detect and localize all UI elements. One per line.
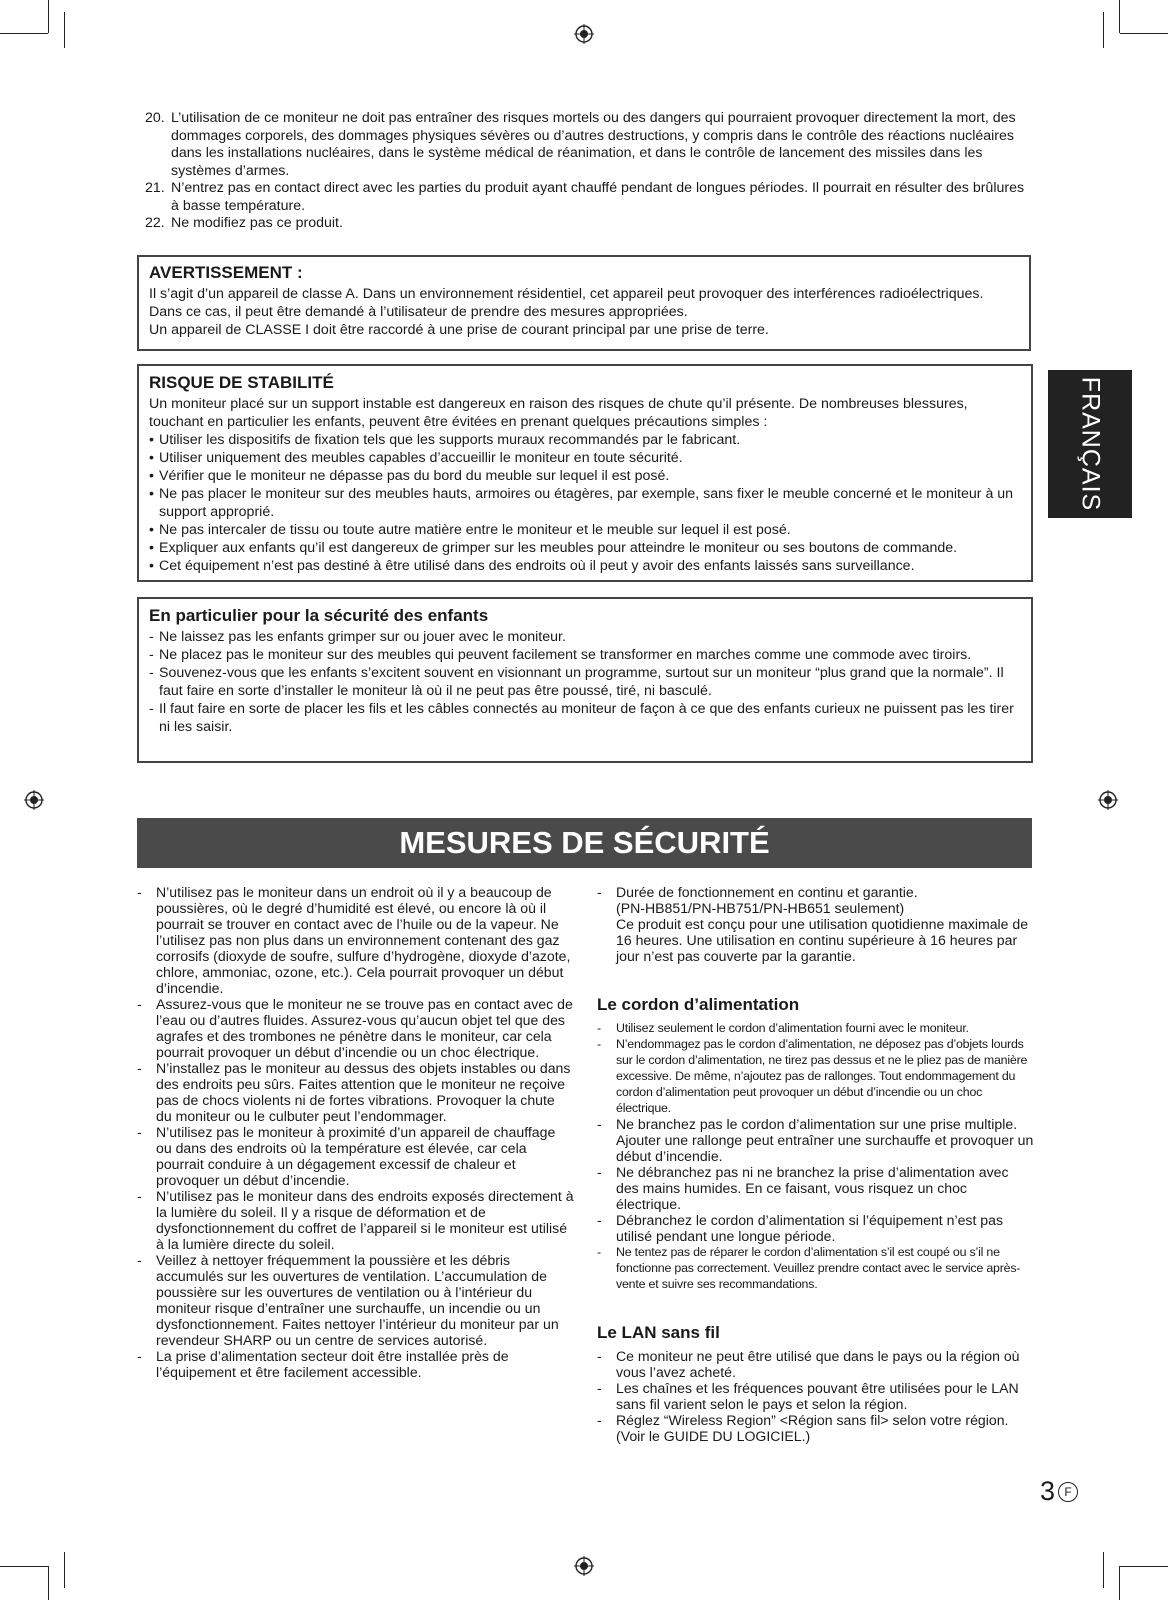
list-item — [149, 467, 1021, 485]
list-item — [597, 1164, 1034, 1212]
duration-body: Ce produit est conçu pour une utilisation quotidienne maximale de 16 heures. Une utilisation en continu supérieure à 16 heures par jour n’est pas couverte par la garantie. — [616, 916, 1029, 964]
list-item-text: Ce moniteur ne peut être utilisé que dans le pays ou la région où vous l’avez acheté. — [616, 1348, 1020, 1380]
list-item — [149, 485, 1021, 521]
list-item-text: Veillez à nettoyer fréquemment la poussière et les débris accumulés sur les ouvertures de ventilation. L’accumulation de poussière sur les ouvertures de ventilation ou à l’intérieur du moniteur risque d’entraîner une surchauffe, un incendie ou un dysfonctionnement. Faites nettoyer l’intérieur du moniteur par un revendeur SHARP ou un centre de services autorisé. — [156, 1252, 559, 1348]
language-side-tab-label: FRANÇAIS — [1076, 376, 1105, 512]
list-item — [137, 1348, 574, 1380]
bullet-marker: • — [149, 558, 154, 574]
registration-mark-icon — [574, 1556, 594, 1576]
crop-mark — [0, 1566, 48, 1567]
list-item — [597, 1244, 1034, 1292]
bullet-marker: • — [149, 522, 154, 538]
list-item — [597, 1212, 1034, 1244]
list-item-text: N’utilisez pas le moniteur dans un endroit où il y a beaucoup de poussières, où le degré d’humidité est élevé, ou encore là où il pourrait se trouver en contact avec de l’huile ou de la vapeur. Ne l’utilisez pas non plus dans un environnement contenant des gaz corrosifs (dioxyde de soufre, sulfure d’hydrogène, dioxyde d’azote, chlore, ammoniac, ozone, etc.). Cela pourrait provoquer un début d’incendie. — [156, 884, 571, 996]
crop-mark — [64, 12, 65, 48]
dash-marker: - — [149, 701, 154, 717]
list-item — [137, 996, 574, 1060]
crop-mark — [48, 0, 49, 33]
crop-mark — [48, 1566, 49, 1600]
list-item — [149, 431, 1021, 449]
list-item-text: Ne pas placer le moniteur sur des meubles hauts, armoires ou étagères, par exemple, sans fixer le meuble concerné et le moniteur à un support approprié. — [159, 486, 1014, 520]
list-item-text: Ne placez pas le moniteur sur des meubles qui peuvent facilement se transformer en marches comme une commode avec tiroirs. — [159, 647, 972, 663]
warning-text: Il s’agit d’un appareil de classe A. Dans un environnement résidentiel, cet appareil peut provoquer des interférences radioélectriques. Dans ce cas, il peut être demandé à l’utilisateur de prendre des mesures appropriées. — [149, 286, 984, 320]
list-item-text: N’endommagez pas le cordon d’alimentation, ne déposez pas d’objets lourds sur le cordon d’alimentation, ne tirez pas dessus et ne le pliez pas de manière excessive. De même, n’ajoutez pas de rallonges. Tout endommagement du cordon d’alimentation peut provoquer un début d’incendie ou un choc électrique. — [616, 1037, 1028, 1115]
page-number — [1040, 1476, 1078, 1507]
language-side-tab — [1048, 370, 1132, 518]
warning-box — [137, 255, 1031, 351]
duration-text — [616, 884, 1034, 964]
duration-item — [597, 884, 1034, 964]
list-item-text: Souvenez-vous que les enfants s’excitent souvent en visionnant un programme, surtout sur un moniteur “plus grand que la normale”. Il faut faire en sorte d’installer le moniteur là où il ne peut pas être poussé, tiré, ni basculé. — [159, 665, 1004, 699]
dash-marker: - — [597, 1348, 602, 1364]
list-item — [145, 180, 1035, 215]
registration-mark-icon — [574, 24, 594, 44]
list-item-text: Les chaînes et les fréquences pouvant être utilisées pour le LAN sans fil varient selon le pays et selon la région. — [616, 1380, 1019, 1412]
bullet-marker: • — [149, 486, 154, 502]
list-item-text: Ne laissez pas les enfants grimper sur ou jouer avec le moniteur. — [159, 629, 566, 645]
page-number-value: 3 — [1040, 1476, 1056, 1506]
item-text: N’entrez pas en contact direct avec les parties du produit ayant chauffé pendant de longues périodes. Il pourrait en résulter des brûlures à basse température. — [171, 180, 1025, 214]
list-item-text: Cet équipement n’est pas destiné à être utilisé dans des endroits où il peut y avoir des enfants laissés sans surveillance. — [159, 558, 915, 574]
list-item-text: Ne débranchez pas ni ne branchez la prise d’alimentation avec des mains humides. En ce faisant, vous risquez un choc électrique. — [616, 1164, 1009, 1212]
warning-text: Un appareil de CLASSE I doit être raccordé à une prise de courant principal par une prise de terre. — [149, 322, 769, 338]
item-text: L’utilisation de ce moniteur ne doit pas entraîner des risques mortels ou des dangers qui pourraient provoquer directement la mort, des dommages corporels, des dommages physiques sévères ou d’autres destructions, y compris dans le contrôle des réactions nucléaires dans les installations nucléaires, dans le système médical de réanimation, et dans le contrôle de lancement des missiles dans les systèmes d’armes. — [171, 110, 1016, 179]
crop-mark — [1103, 12, 1104, 48]
dash-marker: - — [597, 1164, 602, 1180]
crop-mark — [1119, 1566, 1120, 1600]
item-number: 22. — [145, 215, 165, 231]
list-item-text: Utiliser uniquement des meubles capables d’accueillir le moniteur en toute sécurité. — [159, 450, 683, 466]
list-item-text: N’utilisez pas le moniteur à proximité d’un appareil de chauffage ou dans des endroits où la température est élevée, car cela pourrait conduire à un dégagement excessif de chaleur et provoquer un début d’incendie. — [156, 1124, 556, 1188]
list-item-text: Débranchez le cordon d’alimentation si l’équipement n’est pas utilisé pendant une longue période. — [616, 1212, 1004, 1244]
list-item-text: Ne branchez pas le cordon d’alimentation sur une prise multiple. Ajouter une rallonge peut entraîner une surchauffe et provoquer un début d’incendie. — [616, 1116, 1034, 1164]
left-column — [137, 884, 574, 1380]
list-item-text: Utilisez seulement le cordon d’alimentation fourni avec le moniteur. — [616, 1021, 969, 1035]
dash-marker: - — [149, 629, 154, 645]
power-cord-title: Le cordon d’alimentation — [597, 995, 800, 1014]
duration-models: (PN-HB851/PN-HB751/PN-HB651 seulement) — [616, 900, 905, 916]
dash-marker: - — [137, 1252, 142, 1268]
list-item-text: Vérifier que le moniteur ne dépasse pas du bord du meuble sur lequel il est posé. — [159, 468, 670, 484]
list-item — [137, 1060, 574, 1124]
list-item — [137, 1188, 574, 1252]
list-item-text: Assurez-vous que le moniteur ne se trouve pas en contact avec de l’eau ou d’autres fluides. Assurez-vous qu’aucun objet tel que des agrafes et des trombones ne pénètre dans le moniteur, car cela pourrait provoquer un début d’incendie ou un choc électrique. — [156, 996, 573, 1060]
stability-box — [137, 364, 1033, 582]
dash-marker: - — [137, 996, 142, 1012]
dash-marker: - — [137, 1188, 142, 1204]
list-item — [597, 1348, 1034, 1380]
dash-marker: - — [137, 884, 142, 900]
bullet-marker: • — [149, 468, 154, 484]
list-item — [597, 1116, 1034, 1164]
list-item — [149, 539, 1021, 557]
dash-marker: - — [137, 1124, 142, 1140]
list-item — [149, 700, 1021, 736]
list-item-text: N’utilisez pas le moniteur dans des endroits exposés directement à la lumière du soleil. Il y a risque de déformation et de dysfonctionnement du coffret de l’appareil si le moniteur est utilisé à la lumière directe du soleil. — [156, 1188, 574, 1252]
dash-marker: - — [597, 1412, 602, 1428]
crop-mark — [1120, 1566, 1168, 1567]
children-safety-title: En particulier pour la sécurité des enfants — [149, 606, 489, 625]
right-column — [597, 884, 1034, 1444]
stability-title: RISQUE DE STABILITÉ — [149, 373, 334, 392]
list-item — [149, 521, 1021, 539]
list-item — [137, 884, 574, 996]
list-item — [149, 646, 1021, 664]
crop-mark — [1120, 33, 1168, 34]
bullet-marker: • — [149, 540, 154, 556]
list-item — [137, 1252, 574, 1348]
list-item-text: Réglez “Wireless Region” <Région sans fil> selon votre région. (Voir le GUIDE DU LOGICIEL.) — [616, 1412, 1009, 1444]
list-item — [145, 110, 1035, 180]
list-item — [597, 1036, 1034, 1116]
stability-intro: Un moniteur placé sur un support instable est dangereux en raison des risques de chute qu’il présente. De nombreuses blessures, touchant en particulier les enfants, peuvent être évitées en prenant quelques précautions simples : — [149, 396, 968, 430]
list-item-text: Expliquer aux enfants qu’il est dangereux de grimper sur les meubles pour atteindre le moniteur ou ses boutons de commande. — [159, 540, 958, 556]
bullet-marker: • — [149, 450, 154, 466]
section-title-banner: MESURES DE SÉCURITÉ — [137, 818, 1032, 868]
item-number: 21. — [145, 180, 165, 196]
children-safety-box — [137, 597, 1033, 763]
bullet-marker: • — [149, 432, 154, 448]
duration-heading: Durée de fonctionnement en continu et garantie. — [616, 884, 918, 900]
dash-marker: - — [597, 1245, 601, 1259]
crop-mark — [64, 1552, 65, 1588]
list-item-text: N’installez pas le moniteur au dessus des objets instables ou dans des endroits peu sûrs. Faites attention que le moniteur ne reçoive pas de chocs violents ni de fortes vibrations. Provoquer la chute du moniteur ou le culbuter peut l’endommager. — [156, 1060, 571, 1124]
dash-marker: - — [597, 1021, 601, 1035]
wireless-lan-title: Le LAN sans fil — [597, 1323, 720, 1342]
item-text: Ne modifiez pas ce produit. — [171, 215, 343, 231]
crop-mark — [0, 33, 48, 34]
dash-marker: - — [597, 884, 602, 900]
list-item — [149, 628, 1021, 646]
dash-marker: - — [137, 1060, 142, 1076]
list-item — [149, 449, 1021, 467]
list-item-text: La prise d’alimentation secteur doit être installée près de l’équipement et être facilement accessible. — [156, 1348, 509, 1380]
list-item — [149, 557, 1021, 575]
list-item — [597, 1412, 1034, 1444]
language-code-circle: F — [1058, 1482, 1078, 1502]
dash-marker: - — [597, 1380, 602, 1396]
dash-marker: - — [597, 1116, 602, 1132]
list-item-text: Utiliser les dispositifs de fixation tels que les supports muraux recommandés par le fabricant. — [159, 432, 741, 448]
item-number: 20. — [145, 110, 165, 126]
registration-mark-icon — [24, 790, 44, 810]
list-item-text: Ne tentez pas de réparer le cordon d’alimentation s’il est coupé ou s’il ne fonctionne pas correctement. Veuillez prendre contact avec le service après-vente et suivre ses recommandations. — [616, 1245, 1021, 1291]
list-item — [597, 1380, 1034, 1412]
list-item — [137, 1124, 574, 1188]
crop-mark — [1103, 1552, 1104, 1588]
crop-mark — [1119, 0, 1120, 33]
dash-marker: - — [137, 1348, 142, 1364]
list-item — [145, 215, 1035, 233]
warning-title: AVERTISSEMENT : — [149, 263, 303, 282]
list-item — [597, 1020, 1034, 1036]
numbered-list — [145, 110, 1035, 233]
dash-marker: - — [597, 1037, 601, 1051]
registration-mark-icon — [1098, 790, 1118, 810]
list-item-text: Il faut faire en sorte de placer les fils et les câbles connectés au moniteur de façon à ce que des enfants curieux ne puissent pas les tirer ni les saisir. — [159, 701, 1014, 735]
list-item-text: Ne pas intercaler de tissu ou toute autre matière entre le moniteur et le meuble sur lequel il est posé. — [159, 522, 791, 538]
dash-marker: - — [149, 665, 154, 681]
dash-marker: - — [149, 647, 154, 663]
dash-marker: - — [597, 1212, 602, 1228]
list-item — [149, 664, 1021, 700]
